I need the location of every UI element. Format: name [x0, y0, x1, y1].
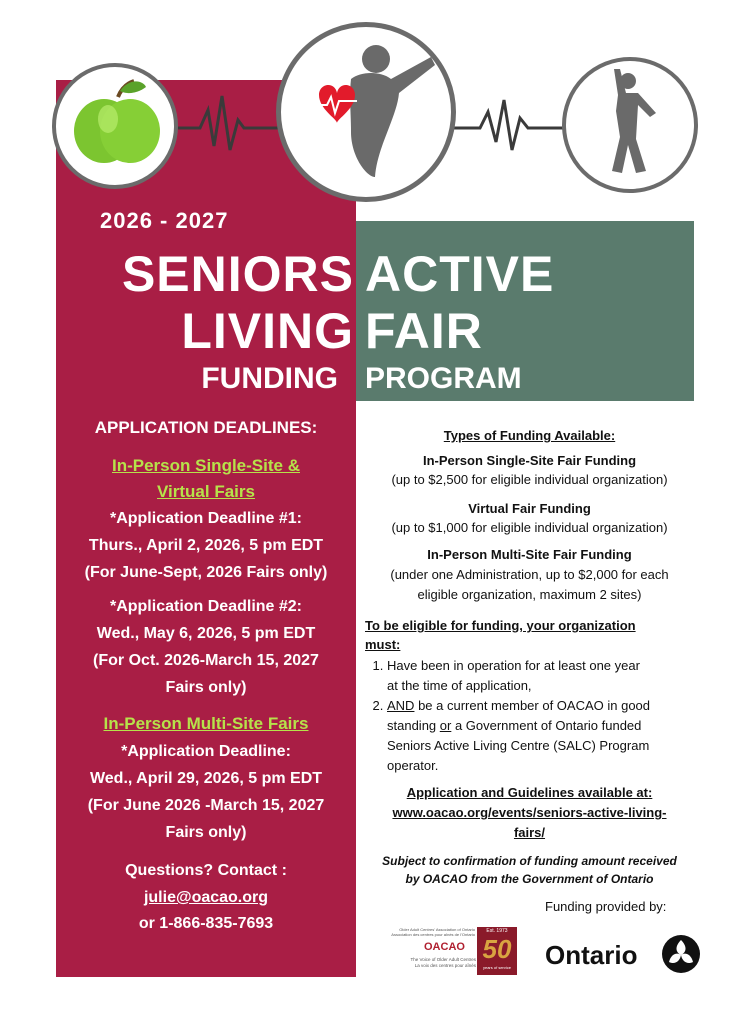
funding-3-desc-1: (under one Administration, up to $2,000 for each: [390, 567, 669, 582]
title-living: LIVING: [181, 303, 354, 359]
eligibility-1-line-2: at the time of application,: [387, 678, 532, 693]
deadline-1-note: (For June-Sept, 2026 Fairs only): [84, 564, 328, 581]
eligible-heading-1: To be eligible for funding, your organization: [365, 618, 636, 633]
funding-1-desc: (up to $2,500 for eligible individual organization): [391, 472, 668, 487]
oacao-name: OACAO: [424, 941, 465, 953]
ontario-wordmark: Ontario: [545, 940, 638, 970]
single-site-heading-2: Virtual Fairs: [157, 482, 255, 501]
deadline-2-note-2: Fairs only): [165, 679, 247, 696]
deadlines-heading: APPLICATION DEADLINES:: [94, 418, 318, 437]
deadline-2-date: Wed., May 6, 2026, 5 pm EDT: [96, 625, 316, 642]
questions-label: Questions? Contact :: [125, 862, 287, 879]
apple-circle: [52, 63, 178, 189]
multi-site-heading: In-Person Multi-Site Fairs: [103, 714, 309, 733]
apple-icon: [56, 67, 174, 185]
title-program: PROGRAM: [365, 362, 522, 395]
oacao-logo: [380, 927, 520, 979]
oacao-line-2: Association des centres pour aînés de l'Ontario: [391, 932, 475, 937]
title-active: ACTIVE: [365, 246, 555, 302]
heart-figure-circle: [276, 22, 456, 202]
eligibility-item-1: [387, 656, 695, 696]
funding-3-desc-2: eligible organization, maximum 2 sites): [417, 587, 642, 602]
title-funding: FUNDING: [201, 362, 338, 395]
eligibility-2-line-4: operator.: [387, 758, 439, 773]
eligibility-2-line-2a: standing: [387, 718, 440, 733]
funding-2-desc: (up to $1,000 for eligible individual organization): [391, 520, 668, 535]
funding-2-title: Virtual Fair Funding: [468, 501, 591, 516]
deadline-1-date: Thurs., April 2, 2026, 5 pm EDT: [88, 537, 324, 554]
eligibility-2-and: AND: [387, 698, 415, 713]
funding-provided-label: Funding provided by:: [545, 899, 667, 914]
eligibility-2-line-1: be a current member of OACAO in good: [414, 698, 651, 713]
title-fair: FAIR: [365, 303, 483, 359]
eligibility-2-line-3: Seniors Active Living Centre (SALC) Program: [387, 738, 650, 753]
oacao-line-1: Older Adult Centres' Association of Ontario: [399, 927, 475, 932]
oacao-tag-2: La voix des centres pour aînés: [414, 963, 476, 968]
guidelines-heading: Application and Guidelines available at:: [406, 785, 653, 800]
single-site-heading-1: In-Person Single-Site &: [112, 456, 300, 475]
est-label: Est. 1973: [486, 928, 508, 934]
heartbeat-figure-icon: [281, 27, 451, 197]
subject-note-1: Subject to confirmation of funding amount received: [382, 854, 677, 868]
guidelines-url-2[interactable]: fairs/: [513, 825, 546, 840]
eligibility-2-or: or: [439, 718, 452, 733]
subject-note-2: by OACAO from the Government of Ontario: [405, 872, 654, 886]
types-heading: Types of Funding Available:: [443, 428, 616, 443]
trillium-icon: [661, 934, 701, 974]
years-label: years of service: [482, 965, 511, 970]
eligibility-2-line-2b: a Government of Ontario funded: [451, 718, 642, 733]
funding-1-title: In-Person Single-Site Fair Funding: [422, 453, 637, 468]
deadline-1-title: *Application Deadline #1:: [109, 510, 303, 527]
deadline-3-note-1: (For June 2026 -March 15, 2027: [87, 797, 325, 814]
contact-phone: or 1-866-835-7693: [138, 915, 274, 932]
deadline-2-note-1: (For Oct. 2026-March 15, 2027: [93, 652, 319, 669]
funding-3-title: In-Person Multi-Site Fair Funding: [427, 547, 632, 562]
deadline-2-title: *Application Deadline #2:: [109, 598, 303, 615]
deadline-3-note-2: Fairs only): [165, 824, 247, 841]
eligible-heading-2: must:: [365, 637, 401, 652]
oacao-tag-1: The Voice of Older Adult Centres: [410, 957, 476, 962]
title-seniors: SENIORS: [121, 246, 354, 302]
deadline-3-title: *Application Deadline:: [121, 743, 291, 760]
stretch-circle: [562, 57, 698, 193]
stretching-person-icon: [566, 61, 694, 189]
eligibility-1-line-1: Have been in operation for at least one year: [387, 658, 640, 673]
eligibility-item-2: [387, 696, 695, 776]
contact-email-link[interactable]: julie@oacao.org: [143, 889, 269, 906]
deadline-3-date: Wed., April 29, 2026, 5 pm EDT: [89, 770, 323, 787]
ontario-logo: [545, 934, 705, 978]
fifty-label: 50: [482, 934, 512, 964]
fifty-years-badge: [477, 927, 517, 975]
guidelines-url-1[interactable]: www.oacao.org/events/seniors-active-living-: [392, 805, 667, 820]
year-range: 2026 - 2027: [100, 208, 229, 233]
eligibility-list: [365, 656, 695, 776]
